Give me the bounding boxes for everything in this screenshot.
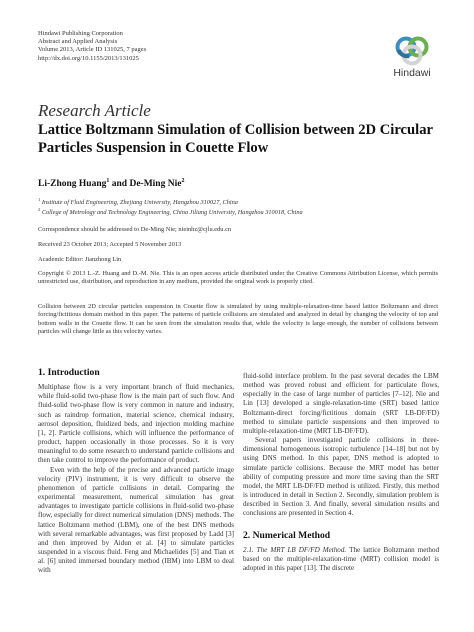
intro-paragraph-3: fluid-solid interface problem. In the past several decades the LBM method was proved robust and efficient for particulate flows, especially in the case of large number of particles [7–12]. Nie and Lin [13] developed a single-relaxation-time (SRT) based lattice Boltzmann-direct forcing/fictitious domain (SRT LB-DF/FD) method to simulate particle suspensions and then improved to multiple-relaxation-time (MRT LB-DF/FD). — [243, 372, 439, 435]
journal-header — [38, 30, 146, 63]
section-2-heading: 2. Numerical Method — [243, 529, 331, 541]
affiliation-2-text: College of Metrology and Technology Engineering, China Jiliang University, Hangzhou 310018, China — [41, 209, 303, 217]
section-1-heading: 1. Introduction — [38, 367, 100, 378]
volume-info: Volume 2013, Article ID 131025, 7 pages — [38, 46, 147, 54]
paper-title — [38, 121, 438, 157]
journal-name: Abstract and Applied Analysis — [38, 38, 118, 46]
method-paragraph-1-text: The lattice Boltzmann method based on the multiple-relaxation-time (MRT) collision model is adopted in this paper [13]. The discrete — [243, 545, 440, 572]
affiliation-1-mark: 1 — [38, 197, 41, 202]
intro-paragraph-2: Even with the help of the precise and advanced particle image velocity (PIV) instrument, it is very difficult to observe the phenomenon of particle collisions in detail. Comparing the experimental measurement, numerical simulation has great advantages to investigate particle collisions in fluid-solid two-phase flow, especially for direct numerical simulation (DNS) methods. The lattice Boltzmann method (LBM), one of the best DNS methods with several remarkable advantages, was first proposed by Ladd [3] and then improved by Aidun et al. [4] to simulate particles suspended in a viscous fluid. Feng and Michaelides [5] and Tian et al. [6] united immersed boundary method (IBM) into LBM to deal with — [38, 465, 234, 575]
copyright-notice: Copyright © 2013 L.-Z. Huang and D.-M. Nie. This is an open access article distributed under the Creative Commons Attribution License, which permits unrestricted use, distribution, and reproduction in any medium, provided the original work is properly cited. — [38, 270, 438, 286]
author-1[interactable]: Li-Zhong Huang — [38, 179, 107, 190]
affiliation-2 — [38, 207, 303, 216]
hindawi-rings-icon — [393, 34, 431, 66]
logo-text: Hindawi — [393, 67, 431, 79]
author-2[interactable]: De-Ming Nie — [129, 179, 182, 190]
affiliation-1-text: Institute of Fluid Engineering, Zhejiang University, Hangzhou 310027, China — [41, 199, 238, 207]
intro-paragraph-1: Multiphase flow is a very important branch of fluid mechanics, while fluid-solid two-phase flow is the main part of such flow. And fluid-solid two-phase flow is very common in nature and industry, such as raindrop formation, material science, chemical industry, aerosol deposition, fluidized beds, and injection molding machine [1, 2]. Particle collisions, which will influence the performance of product, happen occasionally in those processes. So it is very meaningful to do some research to understand particle collisions and then take control to improve the performance of product. — [38, 383, 234, 465]
doi-link[interactable]: http://dx.doi.org/10.1155/2013/131025 — [38, 54, 139, 62]
hindawi-logo[interactable] — [390, 34, 434, 79]
received-date: Received 23 October 2013; Accepted 5 November 2013 — [38, 241, 182, 248]
author-list: Li-Zhong Huang$^1$ and De-Ming Nie$^2$ — [38, 178, 185, 190]
right-column — [243, 372, 439, 573]
title-line-2: Particles Suspension in Couette Flow — [38, 140, 269, 156]
author-2-affil-mark: 2 — [181, 178, 185, 184]
publisher-name: Hindawi Publishing Corporation — [38, 30, 123, 37]
author-1-affil-mark: 1 — [106, 178, 110, 184]
correspondence: Correspondence should be addressed to De-Ming Nie; nieinhz@cjlu.edu.cn — [38, 226, 232, 233]
affiliation-2-mark: 2 — [38, 207, 41, 212]
title-line-1: Lattice Boltzmann Simulation of Collision between 2D Circular — [38, 122, 433, 138]
affiliation-1 — [38, 197, 238, 206]
article-type: Research Article — [38, 101, 151, 120]
academic-editor: Academic Editor: Jianzhong Lin — [38, 256, 122, 263]
intro-paragraph-4: Several papers investigated particle collisions in three-dimensional homogeneous isotropic turbulence [14–18] but not by using DNS method. In this paper, DNS method is adopted to simulate particle collisions. Because the MRT model has better ability of computing pressure and more time saving than the SRT model, the MRT LB-DF/FD method is utilized. Firstly, this method is introduced in detail in Section 2. Secondly, simulation problem is described in Section 3. And finally, several simulation results and conclusions are presented in Section 4. — [243, 436, 439, 518]
left-column — [38, 368, 234, 575]
abstract: Collision between 2D circular particles suspension in Couette flow is simulated by using multiple-relaxation-time based lattice Boltzmann and direct forcing/fictitious domain method in this paper. The patterns of particle collisions are simulated and analyzed in detail by changing the velocity of top and bottom walls in the Couette flow. It can be seen from the simulation results that, while the velocity is large enough, the number of collisions between particles will change little as this velocity varies. — [38, 303, 438, 335]
subsection-2-1-label: 2.1. The MRT LB DF/FD Method. — [243, 545, 347, 554]
method-paragraph-1 — [243, 546, 439, 573]
